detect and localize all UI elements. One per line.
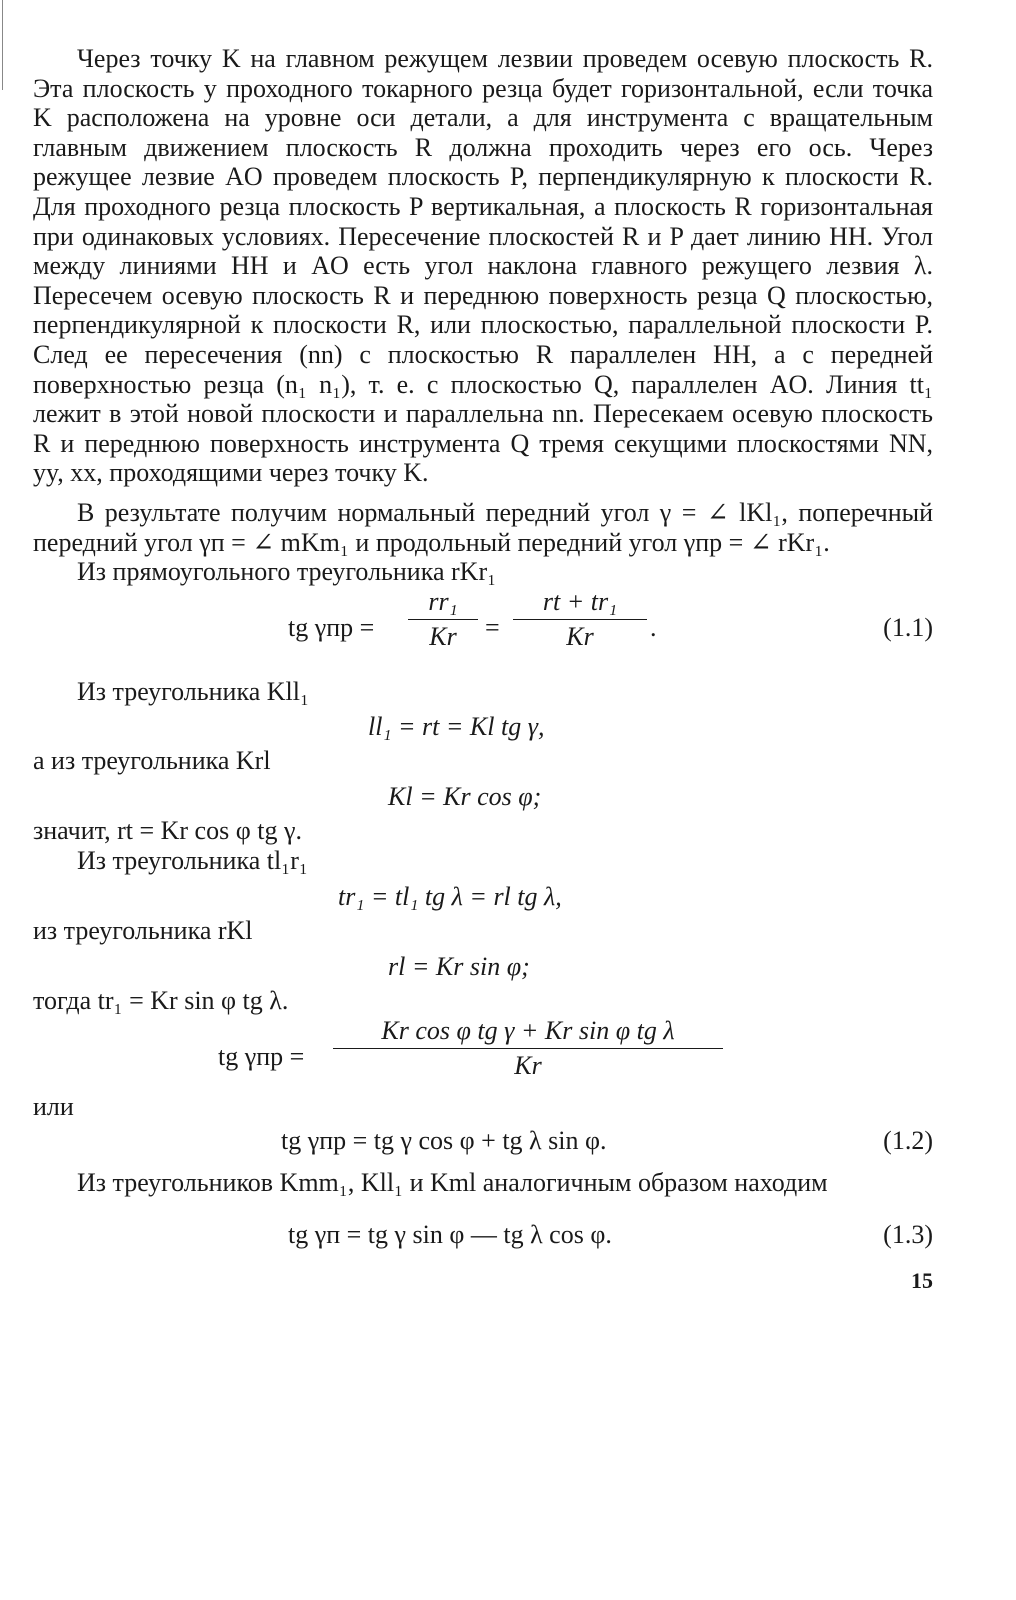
fraction-denominator: Kr	[429, 621, 457, 651]
text-line: а из треугольника Krl	[33, 746, 271, 776]
fraction	[333, 1016, 723, 1081]
equation: tg γпр = tg γ cos φ + tg λ sin φ.	[281, 1125, 607, 1155]
text-line: значит, rt = Kr cos φ tg γ.	[33, 816, 302, 846]
equation-1-2	[33, 1122, 933, 1162]
fraction-denominator: Kr	[514, 1050, 542, 1080]
fraction-numerator: rt + tr₁	[542, 586, 618, 616]
equation-number: (1.3)	[883, 1219, 933, 1249]
equation: rl = Kr sin φ;	[388, 951, 530, 981]
equation: tr₁ = tl₁ tg λ = rl tg λ,	[338, 881, 562, 911]
period: .	[650, 612, 657, 642]
paragraph-2: В результате получим нормальный передний угол γ = ∠ lKl₁, поперечный передний угол γп = ∠ mKm₁ и продольный передний угол γпр = ∠ rKr₁.	[33, 497, 933, 557]
page-number: 15	[911, 1267, 933, 1293]
fraction-1	[408, 587, 478, 652]
equation-b	[33, 1016, 933, 1092]
fraction-2	[513, 587, 647, 652]
paragraph-1: Через точку K на главном режущем лезвии проведем осевую плоскость R. Эта плоскость у проходного токарного резца будет горизонтальной, если точка K расположена на уровне оси детали, а для инструмента с вращательным главным движением плоскость R должна проходить через его ось. Через режущее лезвие AO проведем плоскость P, перпендикулярную к плоскости R. Для проходного резца плоскость P вертикальная, а плоскость R горизонтальная при одинаковых условиях. Пересечение плоскостей R и P дает линию HH. Угол между линиями HH и AO есть угол наклона главного режущего лезвия λ. Пересечем осевую плоскость R и переднюю поверхность резца Q плоскостью, перпендикулярной к плоскости R, или плоскостью, параллельной плоскости P. След ее пересечения (nn) с плоскостью R параллелен HH, а с передней поверхностью резца (n₁ n₁), т. е. с плоскостью Q, параллелен AO. Линия tt₁ лежит в этой новой плоскости и параллельна nn. Пересекаем осевую плоскость R и переднюю поверхность инструмента Q тремя секущими плоскостями NN, yy, xx, проходящими через точку K.	[33, 44, 933, 488]
fraction-numerator: rr₁	[428, 586, 458, 616]
text-line: Из треугольника Kll₁	[77, 676, 310, 706]
paragraph-3: Из прямоугольного треугольника rKr₁	[77, 557, 497, 587]
equation-lhs: tg γпр =	[218, 1041, 305, 1071]
equation-row	[33, 946, 933, 986]
equation: tg γп = tg γ sin φ — tg λ cos φ.	[288, 1219, 612, 1249]
paragraph-4: Из треугольников Kmm₁, Kll₁ и Kml аналогичным образом находим	[77, 1167, 828, 1197]
equation-number: (1.1)	[883, 612, 933, 642]
equation: ll₁ = rt = Kl tg γ,	[368, 712, 545, 742]
equation-row	[33, 706, 933, 746]
equation-1-3	[33, 1196, 933, 1260]
text-line: Из треугольника tl₁r₁	[77, 846, 308, 876]
text-line: из треугольника rKl	[33, 915, 253, 945]
equals-sign: =	[485, 612, 500, 642]
fraction-numerator: Kr cos φ tg γ + Kr sin φ tg λ	[381, 1015, 675, 1045]
page-body	[33, 44, 933, 1300]
equation: Kl = Kr cos φ;	[388, 782, 542, 812]
text-line: тогда tr₁ = Kr sin φ tg λ.	[33, 985, 289, 1015]
fraction-denominator: Kr	[566, 621, 594, 651]
equation-1-1	[33, 587, 933, 669]
equation-row	[33, 776, 933, 816]
equation-lhs: tg γпр =	[288, 612, 375, 642]
equation-number: (1.2)	[883, 1125, 933, 1155]
text-line: или	[33, 1091, 74, 1121]
margin-line	[2, 0, 3, 90]
equation-row	[33, 876, 933, 916]
